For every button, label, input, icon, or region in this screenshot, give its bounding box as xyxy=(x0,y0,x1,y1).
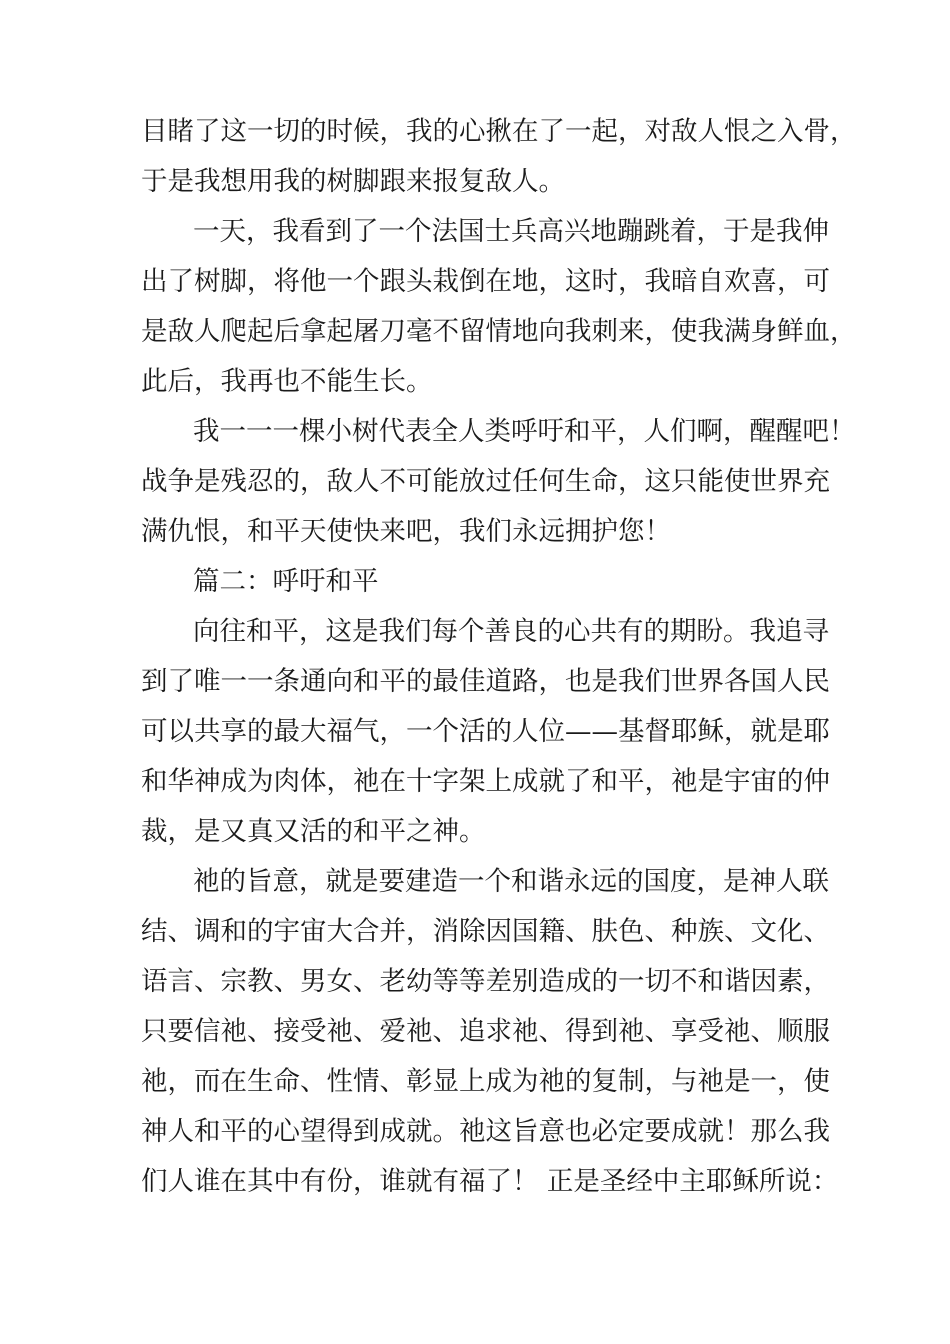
text-line: 一天，我看到了一个法国士兵高兴地蹦跳着，于是我伸 xyxy=(193,216,829,247)
text-line: 裁，是又真又活的和平之神。 xyxy=(141,816,486,847)
text-line: 神人和平的心望得到成就。祂这旨意也必定要成就！那么我 xyxy=(141,1116,830,1147)
text-line: 结、调和的宇宙大合并，消除因国籍、肤色、种族、文化、 xyxy=(141,916,830,947)
text-line: 我一一一棵小树代表全人类呼吁和平，人们啊，醒醒吧！ xyxy=(193,416,856,447)
text-line: 只要信祂、接受祂、爱祂、追求祂、得到祂、享受祂、顺服 xyxy=(141,1016,830,1047)
text-line: 满仇恨，和平天使快来吧，我们永远拥护您！ xyxy=(141,516,671,547)
text-line: 语言、宗教、男女、老幼等等差别造成的一切不和谐因素， xyxy=(141,966,830,997)
text-line: 祂的旨意，就是要建造一个和谐永远的国度，是神人联 xyxy=(193,866,829,897)
text-line: 此后，我再也不能生长。 xyxy=(141,366,433,397)
text-line: 们人谁在其中有份，谁就有福了！ 正是圣经中主耶稣所说： xyxy=(141,1166,839,1197)
text-line: 出了树脚，将他一个跟头栽倒在地，这时，我暗自欢喜，可 xyxy=(141,266,830,297)
text-line: 祂，而在生命、性情、彰显上成为祂的复制，与祂是一，使 xyxy=(141,1066,830,1097)
section-heading: 篇二：呼吁和平 xyxy=(193,566,379,597)
text-line: 于是我想用我的树脚跟来报复敌人。 xyxy=(141,166,565,197)
text-line: 目睹了这一切的时候，我的心揪在了一起，对敌人恨之入骨， xyxy=(141,116,857,147)
text-line: 到了唯一一条通向和平的最佳道路，也是我们世界各国人民 xyxy=(141,666,830,697)
text-line: 战争是残忍的，敌人不可能放过任何生命，这只能使世界充 xyxy=(141,466,830,497)
text-line: 向往和平，这是我们每个善良的心共有的期盼。我追寻 xyxy=(193,616,829,647)
text-line: 和华神成为肉体，祂在十字架上成就了和平，祂是宇宙的仲 xyxy=(141,766,830,797)
text-line: 是敌人爬起后拿起屠刀毫不留情地向我刺来，使我满身鲜血， xyxy=(141,316,857,347)
text-line: 可以共享的最大福气，一个活的人位——基督耶稣，就是耶 xyxy=(141,716,830,747)
